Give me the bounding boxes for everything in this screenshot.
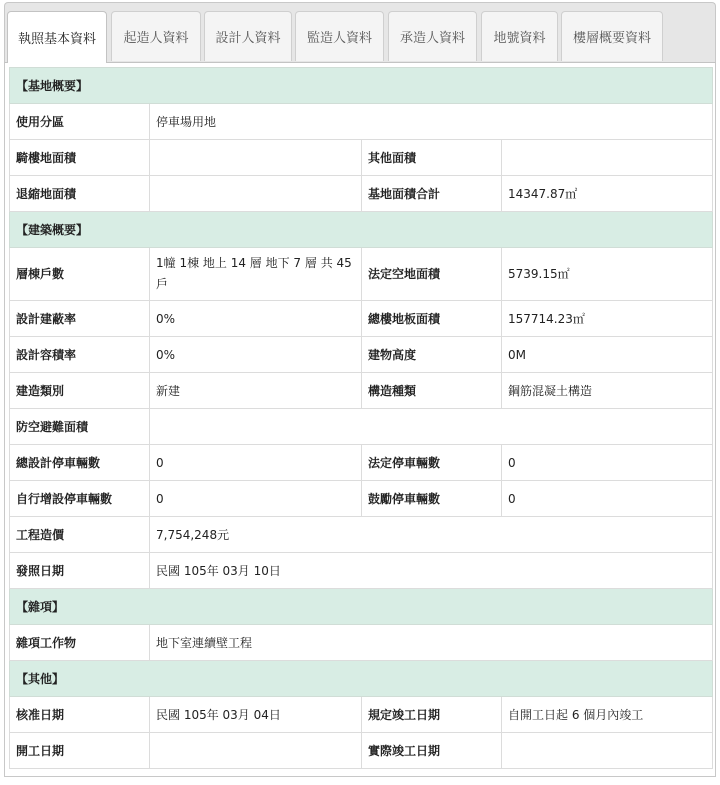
field-value [502,733,713,769]
tab-contractor[interactable]: 承造人資料 [388,11,477,61]
permit-table [9,67,713,769]
table-row [10,140,713,176]
field-label: 法定空地面積 [362,248,502,301]
section-building-header [10,212,713,248]
tab-land-number[interactable]: 地號資料 [481,11,558,61]
field-label: 總樓地板面積 [362,301,502,337]
field-label: 建物高度 [362,337,502,373]
field-label: 設計建蔽率 [10,301,150,337]
field-label: 雜項工作物 [10,625,150,661]
field-value: 鋼筋混凝土構造 [502,373,713,409]
field-label: 設計容積率 [10,337,150,373]
table-row [10,248,713,301]
field-value [502,140,713,176]
field-value: 民國 105年 03月 04日 [150,697,362,733]
tab-designer[interactable]: 設計人資料 [204,11,292,61]
field-label: 核准日期 [10,697,150,733]
tab-bar [4,2,716,62]
tab-applicant[interactable]: 起造人資料 [111,11,201,61]
field-label: 自行增設停車輛數 [10,481,150,517]
field-label: 使用分區 [10,104,150,140]
table-row [10,697,713,733]
table-row [10,301,713,337]
field-value: 0 [150,481,362,517]
table-row [10,445,713,481]
field-label: 鼓勵停車輛數 [362,481,502,517]
field-value [150,176,362,212]
field-label: 實際竣工日期 [362,733,502,769]
field-value: 民國 105年 03月 10日 [150,553,713,589]
field-label: 開工日期 [10,733,150,769]
table-row [10,104,713,140]
field-value: 0% [150,337,362,373]
field-label: 騎樓地面積 [10,140,150,176]
table-row [10,176,713,212]
field-label: 其他面積 [362,140,502,176]
field-value: 157714.23㎡ [502,301,713,337]
field-value [150,140,362,176]
tab-floor-summary[interactable]: 樓層概要資料 [561,11,663,61]
field-value: 停車場用地 [150,104,713,140]
table-row [10,517,713,553]
field-value: 0 [150,445,362,481]
section-other-header [10,661,713,697]
field-value [150,409,713,445]
field-value: 0M [502,337,713,373]
table-row [10,481,713,517]
section-site-header [10,68,713,104]
section-title: 【雜項】 [10,589,713,625]
field-value: 1幢 1棟 地上 14 層 地下 7 層 共 45戶 [150,248,362,301]
table-row [10,373,713,409]
table-row [10,733,713,769]
section-title: 【建築概要】 [10,212,713,248]
field-value: 0 [502,481,713,517]
table-row [10,337,713,373]
field-label: 退縮地面積 [10,176,150,212]
field-label: 基地面積合計 [362,176,502,212]
field-label: 發照日期 [10,553,150,589]
table-row [10,625,713,661]
section-title: 【基地概要】 [10,68,713,104]
field-label: 規定竣工日期 [362,697,502,733]
table-row [10,409,713,445]
field-value: 新建 [150,373,362,409]
field-value: 0% [150,301,362,337]
field-value: 5739.15㎡ [502,248,713,301]
section-misc-header [10,589,713,625]
field-value: 7,754,248元 [150,517,713,553]
field-label: 建造類別 [10,373,150,409]
section-title: 【其他】 [10,661,713,697]
permit-container [4,2,716,781]
tab-supervisor[interactable]: 監造人資料 [295,11,384,61]
field-label: 層棟戶數 [10,248,150,301]
tab-panel [4,62,716,777]
field-value: 地下室連續壁工程 [150,625,713,661]
field-label: 構造種類 [362,373,502,409]
field-value: 0 [502,445,713,481]
table-row [10,553,713,589]
field-label: 工程造價 [10,517,150,553]
field-label: 總設計停車輛數 [10,445,150,481]
field-value: 14347.87㎡ [502,176,713,212]
field-value: 自開工日起 6 個月內竣工 [502,697,713,733]
tab-permit-basic[interactable]: 執照基本資料 [7,11,107,63]
field-label: 法定停車輛數 [362,445,502,481]
field-label: 防空避難面積 [10,409,150,445]
field-value [150,733,362,769]
